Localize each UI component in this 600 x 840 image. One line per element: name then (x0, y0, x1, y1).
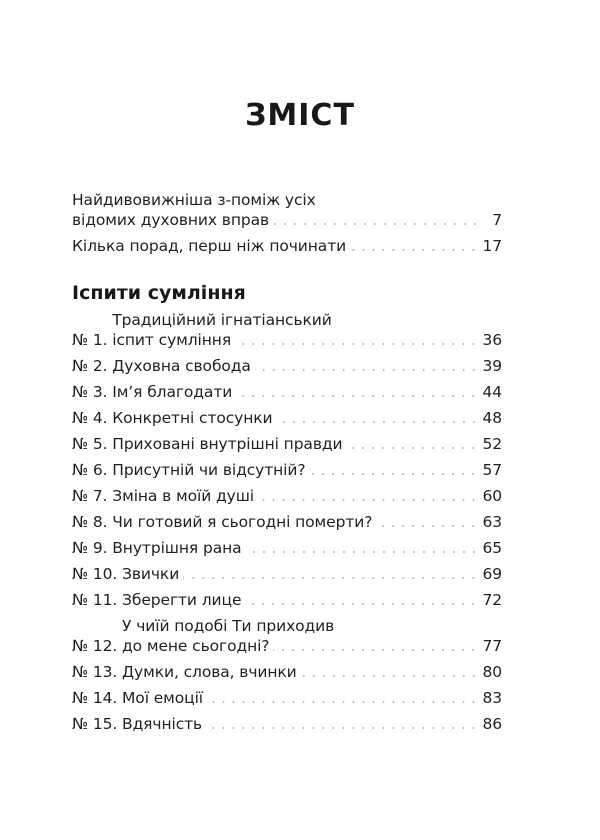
entry-title: до мене сьогодні? (122, 637, 270, 655)
dot-leader (258, 499, 478, 501)
toc-entry[interactable] (72, 714, 502, 734)
entry-title: Мої емоції (122, 689, 203, 707)
page-number: 44 (482, 383, 502, 401)
page-number: 52 (482, 435, 502, 453)
toc-entry[interactable] (72, 662, 502, 682)
page-number: 69 (482, 565, 502, 583)
entry-title: Зберегти лице (122, 591, 242, 609)
dot-leader (350, 249, 478, 251)
page-number: 86 (482, 715, 502, 733)
entry-title: Духовна свобода (112, 357, 251, 375)
intro-entries (72, 190, 502, 256)
entry-title: У чиїй подобі Ти приходив (122, 617, 335, 635)
toc-entry[interactable] (72, 460, 502, 480)
dot-leader (376, 525, 478, 527)
entry-title: Думки, слова, вчинки (122, 663, 297, 681)
entry-number: № 7. (72, 487, 113, 505)
section-entries (72, 310, 502, 734)
dot-leader (245, 603, 478, 605)
toc-entry[interactable] (72, 382, 502, 402)
section-heading: Іспити сумління (72, 282, 246, 304)
entry-number: № 6. (72, 461, 113, 479)
table-of-contents (72, 190, 502, 740)
entry-title: Конкретні стосунки (112, 409, 273, 427)
dot-leader (346, 447, 478, 449)
page-number: 36 (482, 331, 502, 349)
entry-number: № 14. (72, 689, 123, 707)
entry-number: № 5. (72, 435, 113, 453)
page-number: 60 (482, 487, 502, 505)
toc-entry[interactable] (72, 190, 502, 230)
entry-title: Внутрішня рана (112, 539, 242, 557)
page-number: 77 (482, 637, 502, 655)
dot-leader (273, 649, 478, 651)
toc-entry[interactable] (72, 486, 502, 506)
toc-entry[interactable] (72, 688, 502, 708)
toc-entry[interactable] (72, 236, 502, 256)
entry-title: Ім’я благодати (112, 383, 233, 401)
toc-entry[interactable] (72, 616, 502, 656)
dot-leader (206, 727, 478, 729)
page-number: 39 (482, 357, 502, 375)
dot-leader (273, 223, 480, 225)
page-number: 7 (492, 211, 502, 229)
dot-leader (183, 577, 478, 579)
dot-leader (277, 421, 479, 423)
page-number: 63 (482, 513, 502, 531)
entry-title: іспит сумління (112, 331, 232, 349)
entry-title: Приховані внутрішні правди (112, 435, 343, 453)
entry-number: № 11. (72, 591, 123, 609)
toc-entry[interactable] (72, 590, 502, 610)
toc-entry[interactable] (72, 434, 502, 454)
page-number: 48 (482, 409, 502, 427)
dot-leader (309, 473, 478, 475)
page-number: 80 (482, 663, 502, 681)
toc-entry[interactable] (72, 310, 502, 350)
entry-title: Кілька порад, перш ніж починати (72, 237, 347, 255)
entry-number: № 13. (72, 663, 123, 681)
toc-entry[interactable] (72, 564, 502, 584)
toc-entry[interactable] (72, 356, 502, 376)
entry-number: № 9. (72, 539, 113, 557)
dot-leader (236, 395, 478, 397)
toc-entry[interactable] (72, 512, 502, 532)
entry-title: Присутній чи відсутній? (112, 461, 306, 479)
entry-title: відомих духовних вправ (72, 211, 270, 229)
page-title: ЗМІСТ (245, 98, 355, 133)
page-number: 83 (482, 689, 502, 707)
entry-number: № 2. (72, 357, 113, 375)
entry-title: Чи готовий я сьогодні померти? (112, 513, 373, 531)
dot-leader (246, 551, 479, 553)
page-number: 65 (482, 539, 502, 557)
page-number: 57 (482, 461, 502, 479)
page-number: 17 (482, 237, 502, 255)
entry-number: № 3. (72, 383, 113, 401)
dot-leader (255, 369, 479, 371)
entry-number: № 10. (72, 565, 123, 583)
toc-entry[interactable] (72, 538, 502, 558)
entry-title: Вдячність (122, 715, 203, 733)
dot-leader (207, 701, 478, 703)
entry-title: Традиційний ігнатіанський (112, 311, 332, 329)
entry-title: Найдивовижніша з-поміж усіх (72, 191, 316, 209)
dot-leader (301, 675, 479, 677)
entry-number: № 1. (72, 331, 113, 349)
entry-number: № 4. (72, 409, 113, 427)
entry-number: № 12. (72, 637, 123, 655)
toc-entry[interactable] (72, 408, 502, 428)
entry-number: № 15. (72, 715, 123, 733)
entry-number: № 8. (72, 513, 113, 531)
page-number: 72 (482, 591, 502, 609)
entry-title: Зміна в моїй душі (112, 487, 254, 505)
dot-leader (235, 343, 478, 345)
entry-title: Звички (122, 565, 180, 583)
